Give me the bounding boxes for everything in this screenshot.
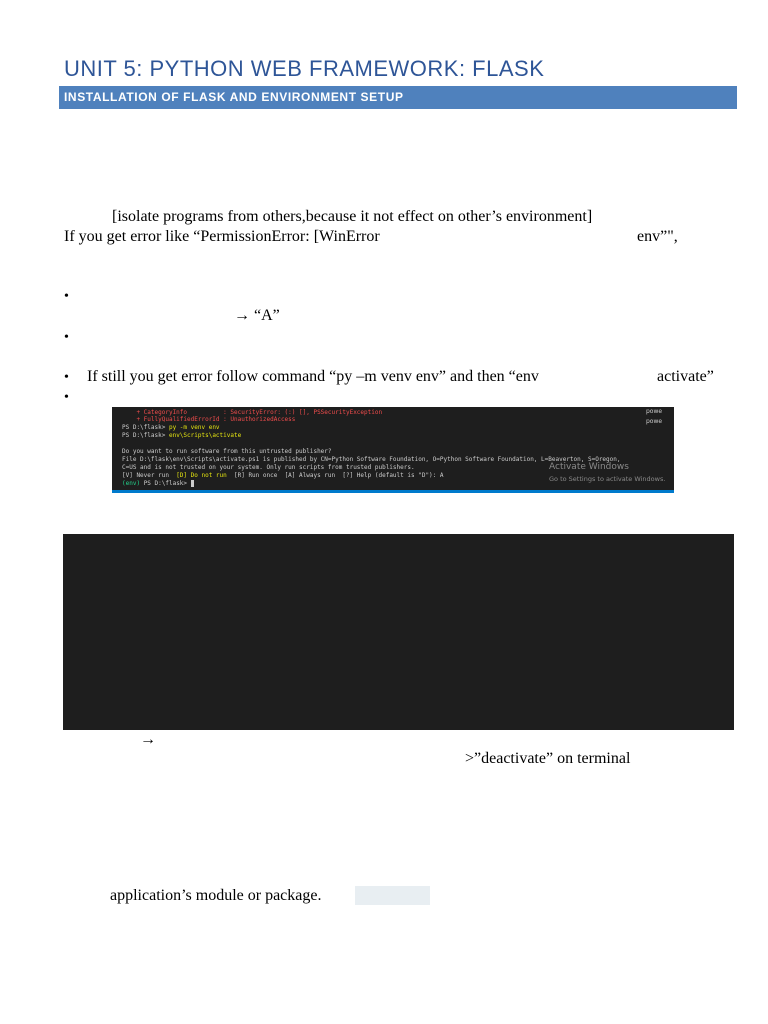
terminal-side-list	[644, 407, 674, 427]
deactivate-text: >”deactivate” on terminal	[465, 750, 631, 767]
still-error-end: activate”	[657, 368, 714, 385]
error-line-end: env”",	[637, 228, 678, 245]
terminal-line-venv: PS D:\flask> py -m venv env	[122, 424, 220, 431]
bullet-4: •	[64, 390, 69, 405]
terminal-line-errorid: + FullyQualifiedErrorId : UnauthorizedAccess	[122, 416, 296, 423]
error-line-start: If you get error like “PermissionError: [WinError	[64, 228, 380, 245]
bullet-2: •	[64, 330, 69, 345]
terminal-side-item: powe	[646, 408, 663, 415]
terminal-side-item: powe	[646, 418, 663, 425]
arrow-icon: →	[140, 731, 156, 748]
terminal-line-category: + CategoryInfo : SecurityError: (:) [], PSSecurityException	[122, 409, 383, 416]
section-heading: INSTALLATION OF FLASK AND ENVIRONMENT SETUP	[64, 90, 404, 104]
bullet-1: •	[64, 289, 69, 304]
still-error-start: If still you get error follow command “py –m venv env” and then “env	[87, 368, 539, 385]
terminal-status-bar	[112, 490, 674, 493]
terminal-line-activate: PS D:\flask> env\Scripts\activate	[122, 432, 242, 439]
activate-windows-subtext: Go to Settings to activate Windows.	[549, 475, 666, 483]
terminal-line-prompt: (env) PS D:\flask>	[122, 480, 194, 487]
activate-windows-watermark: Activate Windows	[549, 462, 629, 472]
highlight-box	[355, 886, 430, 905]
option-a-text: → “A”	[234, 307, 280, 324]
bullet-3: •	[64, 370, 69, 385]
section-heading-bar	[59, 86, 737, 109]
terminal-line-publisher: File D:\flask\env\Scripts\activate.ps1 is published by CN=Python Software Foundation, O=Python Software Foundation, L=Beaverton, S=Oregon,	[122, 456, 621, 463]
isolate-note: [isolate programs from others,because it not effect on other’s environment]	[112, 208, 593, 225]
terminal-line-trust: C=US and is not trusted on your system. Only run scripts from trusted publishers.	[122, 464, 415, 471]
unit-title: UNIT 5: PYTHON WEB FRAMEWORK: FLASK	[64, 56, 545, 81]
terminal-screenshot	[112, 407, 674, 493]
terminal-line-question: Do you want to run software from this untrusted publisher?	[122, 448, 332, 455]
redacted-code-block	[63, 534, 734, 730]
terminal-line-options: [V] Never run [D] Do not run [R] Run once [A] Always run [?] Help (default is "D"): A	[122, 472, 444, 479]
module-text: application’s module or package.	[110, 887, 322, 904]
